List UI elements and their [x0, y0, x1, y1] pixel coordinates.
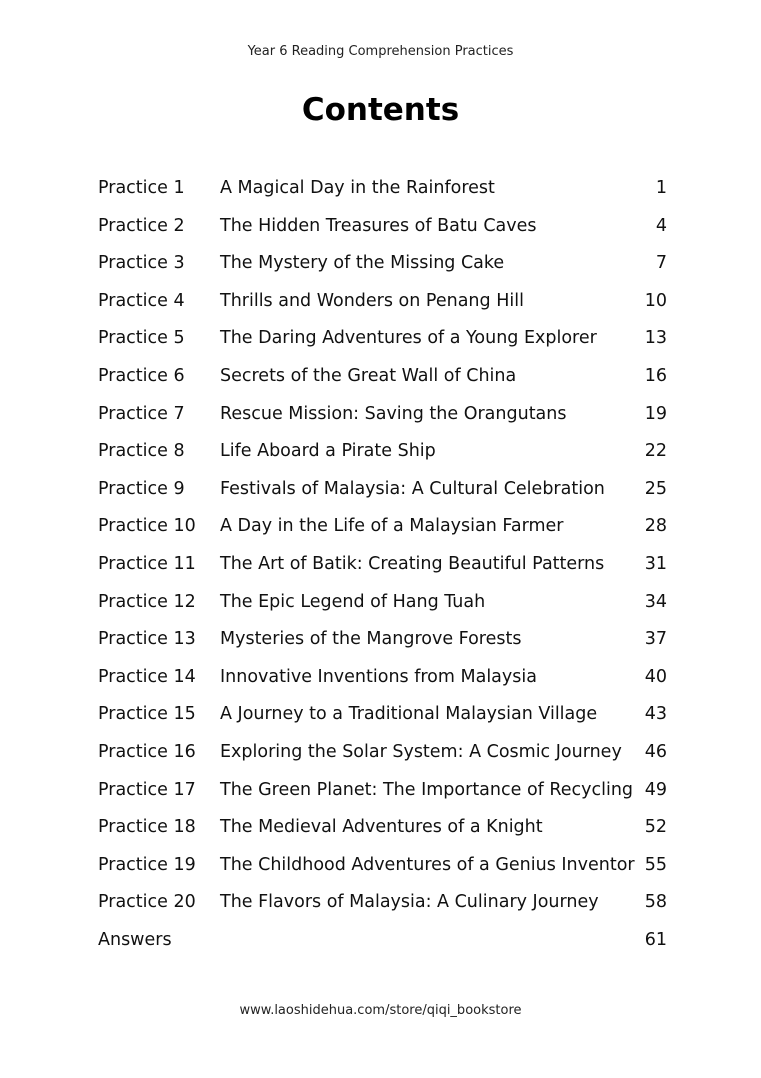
toc-page-number: 43: [644, 704, 667, 725]
toc-row: [0, 475, 761, 513]
toc-row: [0, 888, 761, 926]
toc-label: Practice 12: [98, 591, 196, 612]
toc-label: Practice 3: [98, 253, 185, 274]
toc-row: [0, 550, 761, 588]
toc-label: Practice 18: [98, 817, 196, 838]
toc-label: Practice 11: [98, 553, 196, 574]
toc-row: [0, 362, 761, 400]
toc-page-number: 49: [644, 779, 667, 800]
toc-page-number: 25: [644, 478, 667, 499]
toc-page-number: 31: [644, 553, 667, 574]
toc-row: [0, 700, 761, 738]
toc-row: [0, 174, 761, 212]
toc-row: [0, 287, 761, 325]
toc-page-number: 16: [644, 365, 667, 386]
page-header: Year 6 Reading Comprehension Practices: [247, 44, 514, 59]
toc-title: The Epic Legend of Hang Tuah: [220, 591, 486, 612]
toc-row: [0, 588, 761, 626]
toc-label: Practice 19: [98, 854, 196, 875]
toc-page-number: 46: [644, 741, 667, 762]
toc-title: The Daring Adventures of a Young Explorer: [220, 328, 597, 349]
toc-page-number: 28: [644, 516, 667, 537]
toc-page-number: 52: [644, 817, 667, 838]
toc-page-number: 40: [644, 666, 667, 687]
toc-row: [0, 813, 761, 851]
toc-row: [0, 851, 761, 889]
toc-page-number: 4: [655, 215, 667, 236]
toc-label: Practice 8: [98, 441, 185, 462]
toc-label: Practice 17: [98, 779, 196, 800]
toc-row: [0, 437, 761, 475]
toc-row: [0, 400, 761, 438]
toc-label: Answers: [98, 929, 172, 950]
toc-title: The Green Planet: The Importance of Recycling: [220, 779, 634, 800]
toc-title: The Childhood Adventures of a Genius Inventor: [220, 854, 635, 875]
toc-page-number: 61: [644, 929, 667, 950]
toc-label: Practice 7: [98, 403, 185, 424]
toc-page-number: 19: [644, 403, 667, 424]
toc-row: [0, 625, 761, 663]
toc-page-number: 7: [655, 253, 667, 274]
toc-row: [0, 776, 761, 814]
toc-row-answers: [0, 926, 761, 964]
toc-page-number: 58: [644, 892, 667, 913]
page-title: Contents: [301, 92, 460, 128]
table-of-contents: [0, 174, 761, 963]
toc-label: Practice 10: [98, 516, 196, 537]
toc-page-number: 10: [644, 290, 667, 311]
toc-title: A Magical Day in the Rainforest: [220, 178, 495, 198]
toc-title: Rescue Mission: Saving the Orangutans: [220, 403, 567, 424]
toc-label: Practice 14: [98, 666, 196, 687]
toc-row: [0, 512, 761, 550]
toc-row: [0, 212, 761, 250]
toc-title: The Mystery of the Missing Cake: [220, 253, 505, 274]
toc-title: Life Aboard a Pirate Ship: [220, 441, 436, 462]
toc-title: A Day in the Life of a Malaysian Farmer: [220, 516, 564, 537]
toc-page-number: 34: [644, 591, 667, 612]
toc-label: Practice 6: [98, 365, 185, 386]
toc-label: Practice 15: [98, 704, 196, 725]
toc-title: Mysteries of the Mangrove Forests: [220, 629, 522, 650]
toc-title: Thrills and Wonders on Penang Hill: [220, 290, 524, 311]
toc-title: Innovative Inventions from Malaysia: [220, 666, 537, 687]
toc-label: Practice 1: [98, 178, 185, 198]
toc-title: The Art of Batik: Creating Beautiful Patterns: [220, 553, 605, 574]
toc-row: [0, 249, 761, 287]
toc-title: The Medieval Adventures of a Knight: [220, 817, 543, 838]
toc-title: Festivals of Malaysia: A Cultural Celebration: [220, 478, 605, 499]
toc-page-number: 1: [655, 178, 667, 198]
page-footer-url: www.laoshidehua.com/store/qiqi_bookstore: [239, 1003, 522, 1018]
toc-label: Practice 20: [98, 892, 196, 913]
toc-label: Practice 16: [98, 741, 196, 762]
toc-title: The Hidden Treasures of Batu Caves: [220, 215, 537, 236]
toc-row: [0, 324, 761, 362]
toc-label: Practice 5: [98, 328, 185, 349]
toc-label: Practice 4: [98, 290, 185, 311]
toc-title: The Flavors of Malaysia: A Culinary Journey: [220, 892, 599, 913]
toc-label: Practice 2: [98, 215, 185, 236]
toc-label: Practice 9: [98, 478, 185, 499]
toc-page-number: 13: [644, 328, 667, 349]
toc-title: A Journey to a Traditional Malaysian Village: [220, 704, 598, 725]
toc-page-number: 22: [644, 441, 667, 462]
toc-page-number: 37: [644, 629, 667, 650]
toc-label: Practice 13: [98, 629, 196, 650]
toc-title: Exploring the Solar System: A Cosmic Journey: [220, 741, 622, 762]
toc-row: [0, 738, 761, 776]
toc-title: Secrets of the Great Wall of China: [220, 365, 517, 386]
toc-page-number: 55: [644, 854, 667, 875]
toc-row: [0, 663, 761, 701]
